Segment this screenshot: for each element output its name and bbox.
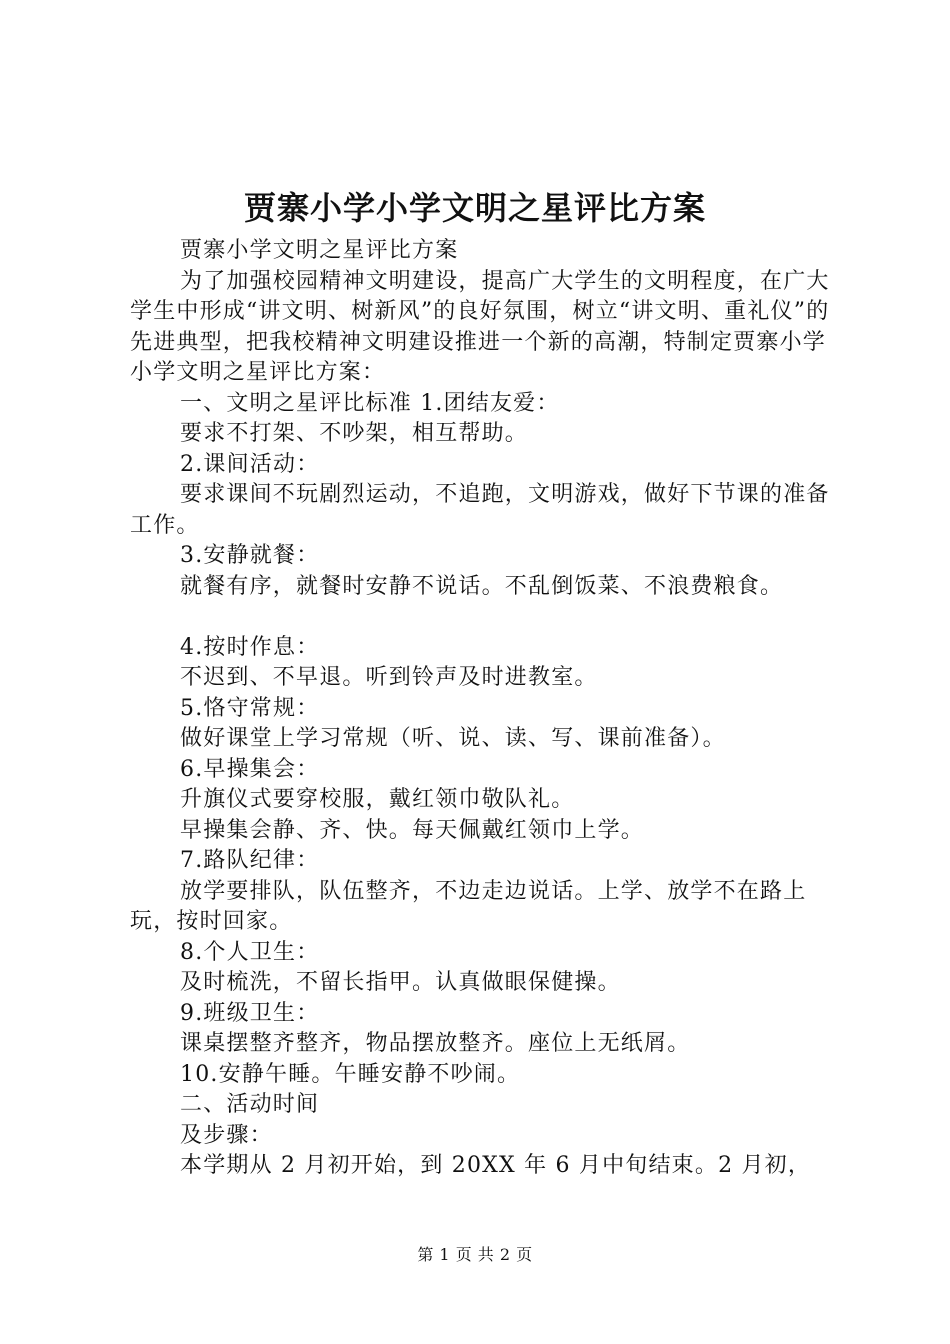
section-heading-criteria: 一、文明之星评比标准 1.团结友爱： xyxy=(180,390,560,416)
paragraph-item: 及时梳洗，不留长指甲。认真做眼保健操。 xyxy=(180,970,621,995)
paragraph-item: 早操集会静、齐、快。每天佩戴红领巾上学。 xyxy=(180,817,645,843)
paragraph-item: 要求不打架、不吵架，相互帮助。 xyxy=(180,421,529,446)
paragraph-item: 本学期从 2 月初开始，到 20XX 年 6 月中旬结束。2 月初， xyxy=(180,1153,812,1178)
blank-line xyxy=(130,602,840,633)
paragraph-item: 课桌摆整齐整齐，物品摆放整齐。座位上无纸屑。 xyxy=(180,1031,691,1056)
item-heading: 5.恪守常规： xyxy=(180,695,320,721)
paragraph-intro: 为了加强校园精神文明建设，提高广大学生的文明程度，在广大学生中形成“讲文明、树新风”的良好氛围，树立“讲文明、重礼仪”的先进典型，把我校精神文明建设推进一个新的高潮，特制定贾寨小学小学文明之星评比方案： xyxy=(130,268,830,385)
paragraph-subtitle: 贾寨小学文明之星评比方案 xyxy=(180,238,459,263)
item-heading: 7.路队纪律： xyxy=(180,848,320,873)
page-footer: 第 1 页 共 2 页 xyxy=(417,1245,533,1264)
item-heading: 3.安静就餐： xyxy=(180,543,320,568)
paragraph-item: 10.安静午睡。午睡安静不吵闹。 xyxy=(180,1061,521,1087)
paragraph-item: 要求课间不玩剧烈运动，不追跑，文明游戏，做好下节课的准备工作。 xyxy=(130,482,830,538)
document-title: 贾寨小学小学文明之星评比方案 xyxy=(243,189,706,227)
section-heading-schedule: 二、活动时间 xyxy=(180,1092,320,1117)
paragraph-item: 做好课堂上学习常规（听、说、读、写、课前准备）。 xyxy=(180,726,726,751)
item-heading: 6.早操集会： xyxy=(180,756,320,782)
paragraph-item: 不迟到、不早退。听到铃声及时进教室。 xyxy=(180,665,598,690)
item-heading: 2.课间活动： xyxy=(180,451,320,477)
item-heading: 4.按时作息： xyxy=(180,634,320,660)
item-heading: 8.个人卫生： xyxy=(180,939,320,965)
paragraph-item: 放学要排队，队伍整齐，不边走边说话。上学、放学不在路上玩，按时回家。 xyxy=(130,878,807,934)
paragraph-item: 就餐有序，就餐时安静不说话。不乱倒饭菜、不浪费粮食。 xyxy=(180,573,784,599)
paragraph-item: 及步骤： xyxy=(180,1122,273,1148)
paragraph-item: 升旗仪式要穿校服，戴红领巾敬队礼。 xyxy=(180,787,575,812)
document-body xyxy=(130,236,840,1182)
item-heading: 9.班级卫生： xyxy=(180,1000,320,1026)
